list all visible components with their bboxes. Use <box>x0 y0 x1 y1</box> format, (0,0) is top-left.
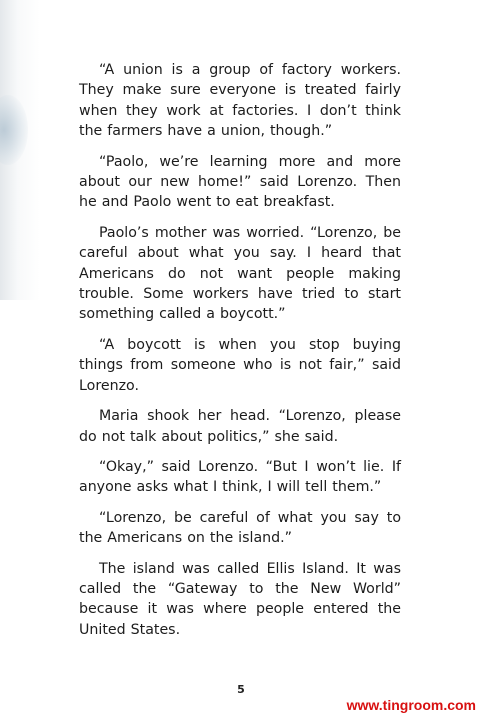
paragraph: The island was called Ellis Island. It was called the “Gateway to the New World” because it was where people entered the United States. <box>79 560 401 638</box>
watermark: www.tingroom.com <box>346 697 476 713</box>
page-number: 5 <box>237 683 245 696</box>
paragraph: Paolo’s mother was worried. “Lorenzo, be careful about what you say. I heard that Americans do not want people making trouble. Some workers have tried to start something called a boycott.” <box>79 224 401 323</box>
body-text <box>79 60 401 650</box>
paragraph: “A union is a group of factory workers. They make sure everyone is treated fairly when they work at factories. I don’t think the farmers have a union, though.” <box>79 62 401 140</box>
paragraph: “Paolo, we’re learning more and more about our new home!” said Lorenzo. Then he and Paolo went to eat breakfast. <box>79 153 401 211</box>
paragraph: Maria shook her head. “Lorenzo, please do not talk about politics,” she said. <box>79 408 401 445</box>
paragraph: “Okay,” said Lorenzo. “But I won’t lie. If anyone asks what I think, I will tell them.” <box>79 458 401 496</box>
paragraph: “Lorenzo, be careful of what you say to the Americans on the island.” <box>79 509 401 547</box>
paragraph: “A boycott is when you stop buying things from someone who is not fair,” said Lorenzo. <box>79 336 401 394</box>
